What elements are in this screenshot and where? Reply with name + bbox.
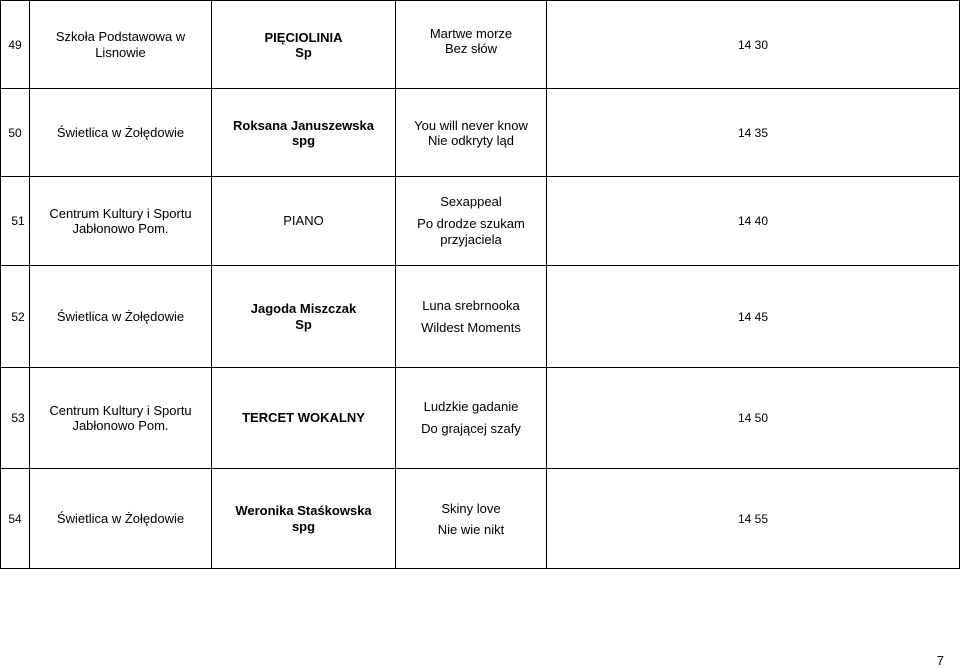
performer-name: Roksana Januszewska: [233, 117, 374, 133]
song-title: Nie odkryty ląd: [428, 132, 514, 148]
venue-cell: [30, 177, 212, 266]
song-title: Luna srebrnooka: [422, 297, 520, 313]
entry-number: 52: [1, 266, 30, 368]
song-title: Sexappeal: [440, 194, 502, 209]
song-title: Po drodze szukam przyjaciela: [417, 216, 525, 247]
page-number: 7: [936, 653, 944, 668]
time-cell: 14 50: [547, 368, 960, 469]
performer-cell: [212, 89, 396, 177]
category: spg: [291, 132, 316, 148]
songs-cell: [396, 469, 547, 569]
performer-name: PIANO: [283, 213, 324, 228]
entry-number: 51: [1, 177, 30, 266]
venue-cell: [30, 89, 212, 177]
venue-line: Centrum Kultury i Sportu: [49, 206, 192, 221]
song-title: Skiny love: [441, 500, 501, 516]
time-cell: 14 45: [547, 266, 960, 368]
performer-name: TERCET WOKALNY: [242, 410, 365, 425]
performer-cell: [212, 368, 396, 469]
song-title: Do grającej szafy: [421, 421, 521, 436]
venue-line: Świetlica w Żołędowie: [56, 510, 185, 526]
songs-cell: [396, 368, 547, 469]
time-cell: 14 55: [547, 469, 960, 569]
performer-name: PIĘCIOLINIA: [264, 29, 343, 45]
category: spg: [291, 518, 316, 534]
venue-line: Szkoła Podstawowa w Lisnowie: [55, 28, 186, 60]
songs-cell: [396, 177, 547, 266]
performer-cell: [212, 469, 396, 569]
performer-cell: [212, 177, 396, 266]
songs-cell: [396, 1, 547, 89]
venue-line: Jabłonowo Pom.: [72, 418, 169, 433]
entry-number: 49: [1, 1, 30, 89]
performer-cell: [212, 266, 396, 368]
category: Sp: [295, 316, 312, 332]
venue-line: Jabłonowo Pom.: [72, 221, 169, 236]
time-cell: 14 30: [547, 1, 960, 89]
song-title: Nie wie nikt: [437, 521, 505, 537]
song-title: You will never know: [414, 117, 528, 133]
venue-cell: [30, 368, 212, 469]
song-title: Wildest Moments: [421, 319, 521, 335]
time-cell: 14 40: [547, 177, 960, 266]
songs-cell: [396, 266, 547, 368]
song-title: Martwe morze: [429, 25, 513, 41]
venue-cell: [30, 266, 212, 368]
venue-cell: [30, 469, 212, 569]
performer-name: Weronika Staśkowska: [235, 502, 372, 518]
category: Sp: [295, 44, 312, 60]
song-title: Bez słów: [444, 40, 498, 56]
table-row: [1, 1, 960, 89]
entry-number: 53: [1, 368, 30, 469]
table-row: [1, 469, 960, 569]
table-row: [1, 177, 960, 266]
performer-cell: [212, 1, 396, 89]
venue-line: Świetlica w Żołędowie: [56, 308, 185, 324]
venue-line: Centrum Kultury i Sportu: [49, 403, 192, 418]
songs-cell: [396, 89, 547, 177]
time-cell: 14 35: [547, 89, 960, 177]
performer-name: Jagoda Miszczak: [250, 300, 357, 316]
song-title: Ludzkie gadanie: [423, 399, 519, 414]
entry-number: 50: [1, 89, 30, 177]
table-row: [1, 266, 960, 368]
entry-number: 54: [1, 469, 30, 569]
venue-line: Świetlica w Żołędowie: [56, 124, 185, 140]
table-row: [1, 89, 960, 177]
venue-cell: [30, 1, 212, 89]
table-row: [1, 368, 960, 469]
